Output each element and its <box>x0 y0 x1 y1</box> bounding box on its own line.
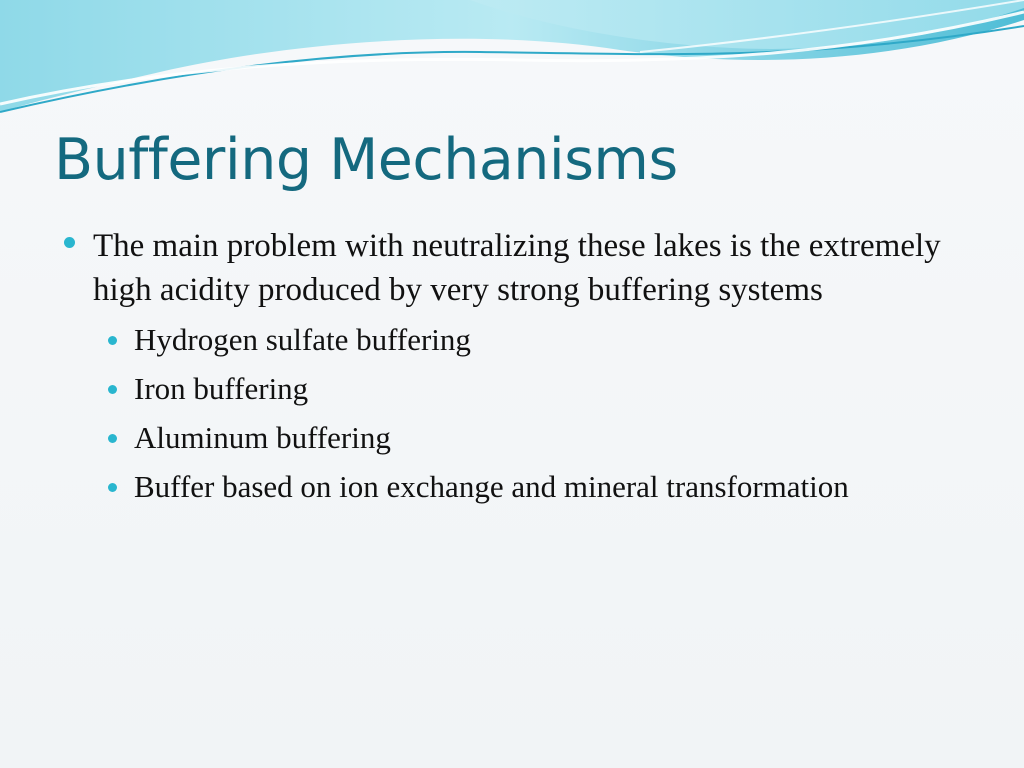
sub-bullet-item <box>62 467 962 507</box>
round-bullet-icon <box>108 434 117 443</box>
wave-decoration <box>0 0 1024 125</box>
sub-bullet-text: Buffer based on ion exchange and mineral transformation <box>134 469 849 504</box>
sub-bullet-list <box>62 320 962 507</box>
bullet-text: The main problem with neutralizing these lakes is the extremely high acidity produced by very strong buffering systems <box>93 228 941 308</box>
bullet-list <box>62 224 962 516</box>
sub-bullet-item <box>62 369 962 409</box>
slide-title: Buffering Mechanisms <box>54 127 678 193</box>
sub-bullet-text: Hydrogen sulfate buffering <box>134 322 471 357</box>
round-bullet-icon <box>108 483 117 492</box>
round-bullet-icon <box>108 385 117 394</box>
sub-bullet-item <box>62 320 962 360</box>
sub-bullet-item <box>62 418 962 458</box>
sub-bullet-text: Iron buffering <box>134 371 309 406</box>
round-bullet-icon <box>108 336 117 345</box>
round-bullet-icon <box>64 237 75 248</box>
bullet-item <box>62 224 962 312</box>
sub-bullet-text: Aluminum buffering <box>134 420 391 455</box>
